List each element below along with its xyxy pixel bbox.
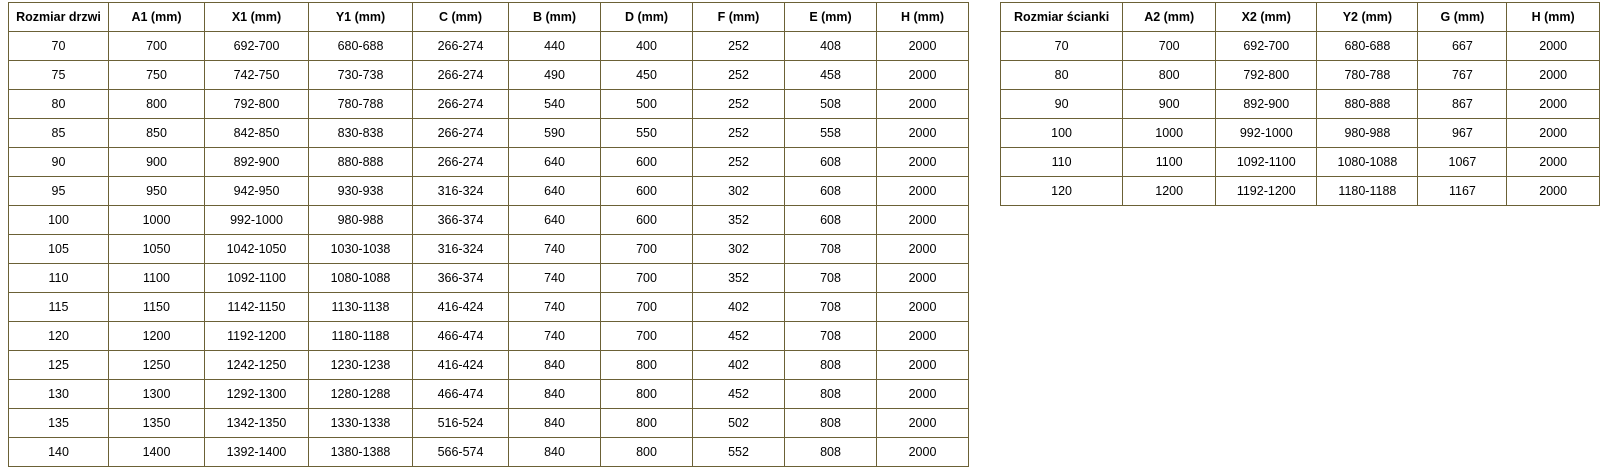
cell: 1250 — [109, 351, 205, 380]
cell: 1392-1400 — [205, 438, 309, 467]
cell: 792-800 — [205, 90, 309, 119]
cell: 120 — [9, 322, 109, 351]
table-row — [9, 380, 969, 409]
wall-size-table-container — [1000, 2, 1600, 206]
cell: 85 — [9, 119, 109, 148]
cell: 1100 — [1123, 148, 1216, 177]
cell: 1080-1088 — [309, 264, 413, 293]
cell: 266-274 — [413, 61, 509, 90]
cell: 1000 — [1123, 119, 1216, 148]
cell: 2000 — [877, 206, 969, 235]
cell: 95 — [9, 177, 109, 206]
cell: 767 — [1418, 61, 1507, 90]
cell: 140 — [9, 438, 109, 467]
cell: 400 — [601, 32, 693, 61]
cell: 2000 — [1507, 32, 1600, 61]
cell: 508 — [785, 90, 877, 119]
cell: 490 — [509, 61, 601, 90]
door-col-header-rozmiar-drzwi: Rozmiar drzwi — [9, 3, 109, 32]
cell: 880-888 — [309, 148, 413, 177]
cell: 1292-1300 — [205, 380, 309, 409]
cell: 105 — [9, 235, 109, 264]
cell: 800 — [601, 409, 693, 438]
cell: 740 — [509, 264, 601, 293]
cell: 600 — [601, 148, 693, 177]
cell: 266-274 — [413, 90, 509, 119]
cell: 70 — [1001, 32, 1123, 61]
cell: 840 — [509, 409, 601, 438]
cell: 2000 — [1507, 90, 1600, 119]
cell: 680-688 — [1317, 32, 1418, 61]
cell: 842-850 — [205, 119, 309, 148]
cell: 2000 — [1507, 148, 1600, 177]
cell: 840 — [509, 351, 601, 380]
table-row — [1001, 177, 1600, 206]
cell: 900 — [1123, 90, 1216, 119]
cell: 90 — [1001, 90, 1123, 119]
cell: 452 — [693, 380, 785, 409]
door-col-header-e: E (mm) — [785, 3, 877, 32]
cell: 800 — [1123, 61, 1216, 90]
wall-col-header-g: G (mm) — [1418, 3, 1507, 32]
cell: 892-900 — [205, 148, 309, 177]
wall-table-head — [1001, 3, 1600, 32]
table-row — [9, 61, 969, 90]
cell: 590 — [509, 119, 601, 148]
table-row — [9, 177, 969, 206]
cell: 942-950 — [205, 177, 309, 206]
cell: 600 — [601, 177, 693, 206]
table-row — [9, 322, 969, 351]
cell: 708 — [785, 235, 877, 264]
cell: 800 — [601, 438, 693, 467]
table-row — [1001, 119, 1600, 148]
cell: 1092-1100 — [205, 264, 309, 293]
cell: 2000 — [877, 380, 969, 409]
cell: 992-1000 — [1216, 119, 1317, 148]
door-col-header-h: H (mm) — [877, 3, 969, 32]
cell: 502 — [693, 409, 785, 438]
cell: 700 — [601, 293, 693, 322]
cell: 1180-1188 — [309, 322, 413, 351]
table-row — [9, 119, 969, 148]
door-table-body — [9, 32, 969, 467]
cell: 266-274 — [413, 148, 509, 177]
cell: 2000 — [877, 264, 969, 293]
door-col-header-f: F (mm) — [693, 3, 785, 32]
cell: 800 — [601, 380, 693, 409]
cell: 840 — [509, 380, 601, 409]
table-row — [9, 206, 969, 235]
cell: 640 — [509, 206, 601, 235]
cell: 1180-1188 — [1317, 177, 1418, 206]
cell: 2000 — [877, 32, 969, 61]
cell: 980-988 — [1317, 119, 1418, 148]
cell: 352 — [693, 206, 785, 235]
cell: 980-988 — [309, 206, 413, 235]
cell: 830-838 — [309, 119, 413, 148]
cell: 2000 — [877, 119, 969, 148]
cell: 550 — [601, 119, 693, 148]
cell: 2000 — [877, 409, 969, 438]
cell: 110 — [1001, 148, 1123, 177]
table-row — [1001, 61, 1600, 90]
cell: 416-424 — [413, 351, 509, 380]
cell: 808 — [785, 438, 877, 467]
wall-size-table — [1000, 2, 1600, 206]
wall-col-header-rozmiar-scianki: Rozmiar ścianki — [1001, 3, 1123, 32]
door-table-head — [9, 3, 969, 32]
wall-col-header-y2: Y2 (mm) — [1317, 3, 1418, 32]
cell: 252 — [693, 61, 785, 90]
cell: 950 — [109, 177, 205, 206]
cell: 80 — [1001, 61, 1123, 90]
cell: 740 — [509, 293, 601, 322]
cell: 1100 — [109, 264, 205, 293]
cell: 516-524 — [413, 409, 509, 438]
cell: 252 — [693, 90, 785, 119]
cell: 680-688 — [309, 32, 413, 61]
cell: 566-574 — [413, 438, 509, 467]
cell: 110 — [9, 264, 109, 293]
cell: 1230-1238 — [309, 351, 413, 380]
cell: 408 — [785, 32, 877, 61]
cell: 808 — [785, 351, 877, 380]
cell: 800 — [601, 351, 693, 380]
cell: 458 — [785, 61, 877, 90]
cell: 466-474 — [413, 380, 509, 409]
cell: 266-274 — [413, 119, 509, 148]
cell: 440 — [509, 32, 601, 61]
cell: 2000 — [877, 235, 969, 264]
cell: 2000 — [877, 177, 969, 206]
cell: 90 — [9, 148, 109, 177]
cell: 2000 — [877, 90, 969, 119]
cell: 450 — [601, 61, 693, 90]
table-row — [1001, 32, 1600, 61]
cell: 115 — [9, 293, 109, 322]
table-row — [9, 351, 969, 380]
door-col-header-x1: X1 (mm) — [205, 3, 309, 32]
cell: 1192-1200 — [205, 322, 309, 351]
cell: 900 — [109, 148, 205, 177]
cell: 402 — [693, 293, 785, 322]
cell: 466-474 — [413, 322, 509, 351]
cell: 930-938 — [309, 177, 413, 206]
cell: 552 — [693, 438, 785, 467]
cell: 792-800 — [1216, 61, 1317, 90]
cell: 252 — [693, 119, 785, 148]
cell: 2000 — [877, 322, 969, 351]
wall-table-body — [1001, 32, 1600, 206]
cell: 1280-1288 — [309, 380, 413, 409]
cell: 558 — [785, 119, 877, 148]
cell: 667 — [1418, 32, 1507, 61]
cell: 130 — [9, 380, 109, 409]
cell: 742-750 — [205, 61, 309, 90]
cell: 540 — [509, 90, 601, 119]
cell: 1300 — [109, 380, 205, 409]
table-row — [9, 264, 969, 293]
cell: 1030-1038 — [309, 235, 413, 264]
cell: 967 — [1418, 119, 1507, 148]
cell: 1042-1050 — [205, 235, 309, 264]
cell: 1092-1100 — [1216, 148, 1317, 177]
cell: 608 — [785, 177, 877, 206]
door-col-header-y1: Y1 (mm) — [309, 3, 413, 32]
wall-col-header-h: H (mm) — [1507, 3, 1600, 32]
cell: 750 — [109, 61, 205, 90]
cell: 316-324 — [413, 235, 509, 264]
cell: 1080-1088 — [1317, 148, 1418, 177]
cell: 700 — [601, 322, 693, 351]
cell: 402 — [693, 351, 785, 380]
wall-col-header-a2: A2 (mm) — [1123, 3, 1216, 32]
cell: 2000 — [877, 438, 969, 467]
cell: 366-374 — [413, 264, 509, 293]
cell: 780-788 — [1317, 61, 1418, 90]
cell: 352 — [693, 264, 785, 293]
cell: 867 — [1418, 90, 1507, 119]
cell: 700 — [601, 264, 693, 293]
cell: 2000 — [1507, 177, 1600, 206]
cell: 366-374 — [413, 206, 509, 235]
table-row — [9, 32, 969, 61]
table-row — [9, 148, 969, 177]
table-row — [9, 90, 969, 119]
cell: 2000 — [877, 293, 969, 322]
cell: 302 — [693, 177, 785, 206]
wall-table-header-row — [1001, 3, 1600, 32]
table-row — [9, 409, 969, 438]
cell: 640 — [509, 148, 601, 177]
cell: 266-274 — [413, 32, 509, 61]
cell: 2000 — [1507, 119, 1600, 148]
cell: 302 — [693, 235, 785, 264]
table-row — [1001, 90, 1600, 119]
cell: 1150 — [109, 293, 205, 322]
cell: 880-888 — [1317, 90, 1418, 119]
cell: 75 — [9, 61, 109, 90]
cell: 740 — [509, 235, 601, 264]
cell: 840 — [509, 438, 601, 467]
cell: 100 — [1001, 119, 1123, 148]
cell: 2000 — [877, 148, 969, 177]
cell: 252 — [693, 148, 785, 177]
cell: 1342-1350 — [205, 409, 309, 438]
cell: 1330-1338 — [309, 409, 413, 438]
door-col-header-d: D (mm) — [601, 3, 693, 32]
door-table-header-row — [9, 3, 969, 32]
cell: 692-700 — [205, 32, 309, 61]
cell: 640 — [509, 177, 601, 206]
cell: 316-324 — [413, 177, 509, 206]
cell: 708 — [785, 293, 877, 322]
cell: 2000 — [877, 351, 969, 380]
table-row — [9, 438, 969, 467]
cell: 608 — [785, 206, 877, 235]
cell: 808 — [785, 380, 877, 409]
cell: 252 — [693, 32, 785, 61]
table-row — [9, 235, 969, 264]
cell: 1000 — [109, 206, 205, 235]
cell: 730-738 — [309, 61, 413, 90]
cell: 1130-1138 — [309, 293, 413, 322]
cell: 700 — [109, 32, 205, 61]
wall-col-header-x2: X2 (mm) — [1216, 3, 1317, 32]
cell: 1167 — [1418, 177, 1507, 206]
cell: 608 — [785, 148, 877, 177]
cell: 708 — [785, 264, 877, 293]
cell: 2000 — [1507, 61, 1600, 90]
cell: 1400 — [109, 438, 205, 467]
cell: 1242-1250 — [205, 351, 309, 380]
door-size-table-container — [8, 2, 969, 467]
door-col-header-c: C (mm) — [413, 3, 509, 32]
cell: 808 — [785, 409, 877, 438]
cell: 1142-1150 — [205, 293, 309, 322]
cell: 700 — [1123, 32, 1216, 61]
cell: 100 — [9, 206, 109, 235]
cell: 80 — [9, 90, 109, 119]
table-row — [1001, 148, 1600, 177]
table-row — [9, 293, 969, 322]
cell: 800 — [109, 90, 205, 119]
cell: 740 — [509, 322, 601, 351]
cell: 135 — [9, 409, 109, 438]
cell: 1050 — [109, 235, 205, 264]
door-col-header-b: B (mm) — [509, 3, 601, 32]
door-col-header-a1: A1 (mm) — [109, 3, 205, 32]
door-size-table — [8, 2, 969, 467]
cell: 1200 — [1123, 177, 1216, 206]
cell: 452 — [693, 322, 785, 351]
cell: 850 — [109, 119, 205, 148]
cell: 416-424 — [413, 293, 509, 322]
cell: 120 — [1001, 177, 1123, 206]
cell: 1067 — [1418, 148, 1507, 177]
cell: 992-1000 — [205, 206, 309, 235]
cell: 2000 — [877, 61, 969, 90]
cell: 780-788 — [309, 90, 413, 119]
cell: 600 — [601, 206, 693, 235]
cell: 892-900 — [1216, 90, 1317, 119]
cell: 70 — [9, 32, 109, 61]
cell: 1192-1200 — [1216, 177, 1317, 206]
cell: 700 — [601, 235, 693, 264]
cell: 1380-1388 — [309, 438, 413, 467]
cell: 500 — [601, 90, 693, 119]
cell: 1350 — [109, 409, 205, 438]
cell: 692-700 — [1216, 32, 1317, 61]
cell: 125 — [9, 351, 109, 380]
cell: 708 — [785, 322, 877, 351]
cell: 1200 — [109, 322, 205, 351]
